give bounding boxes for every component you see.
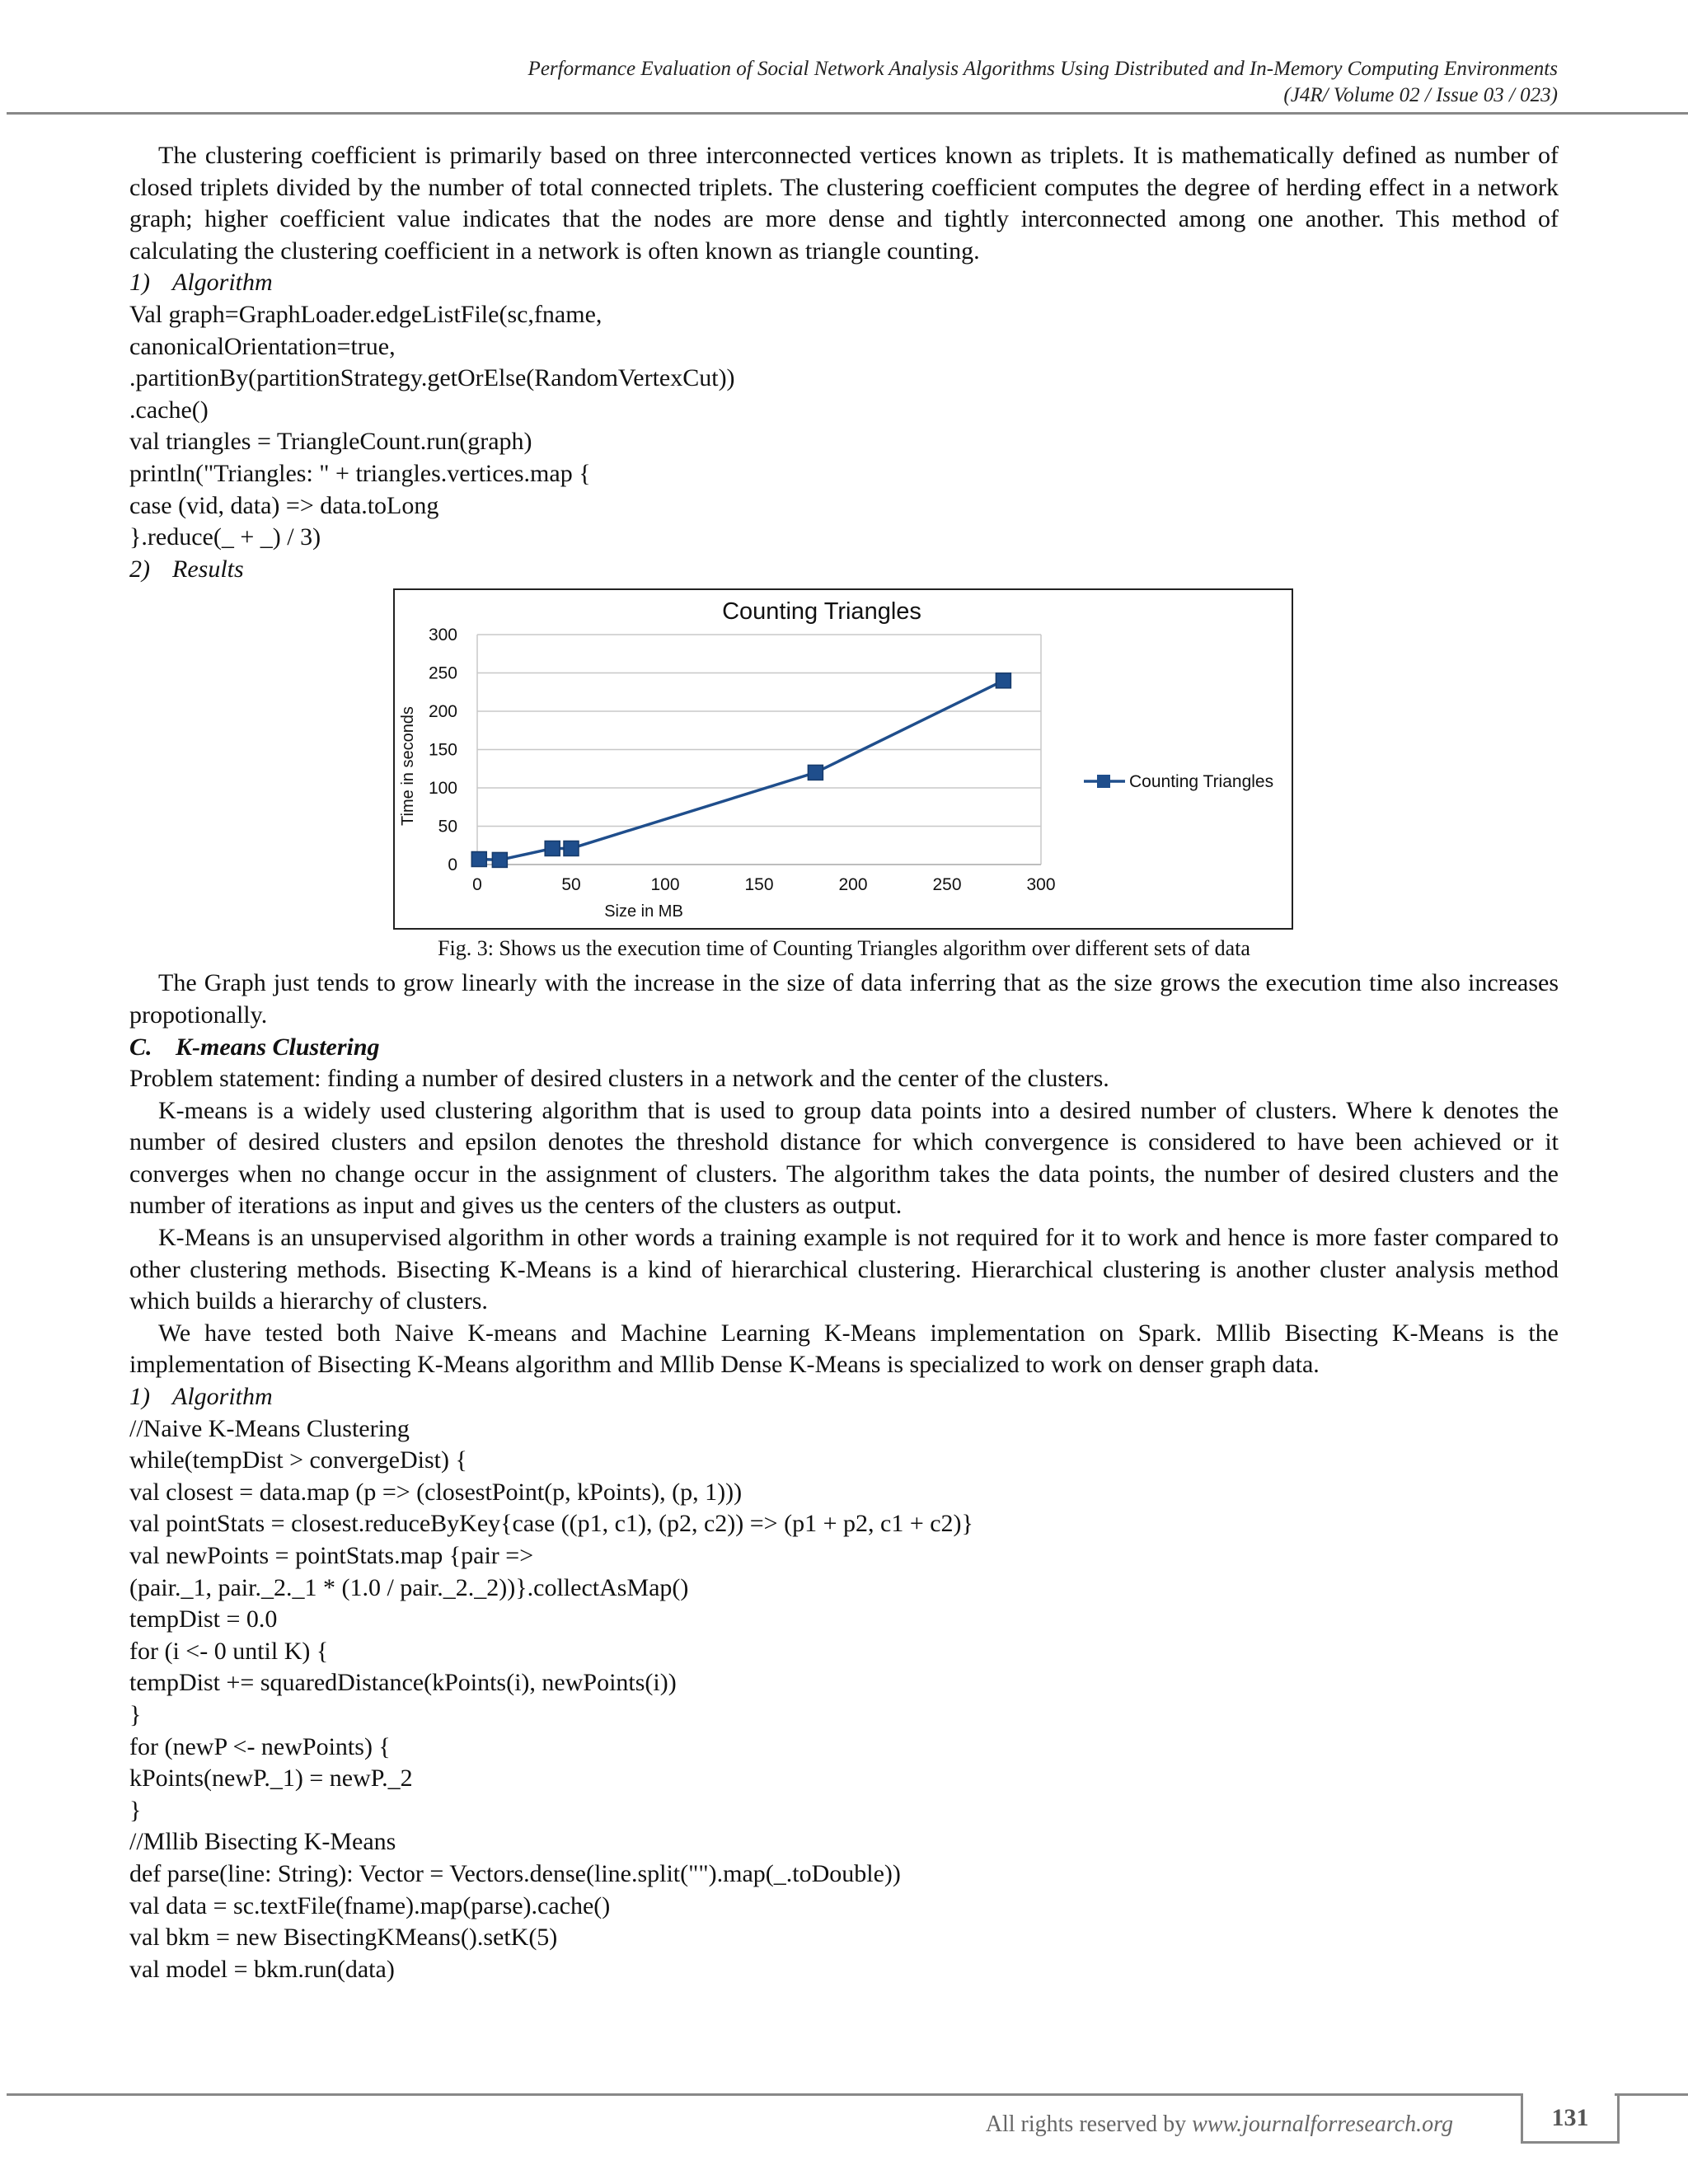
page-footer: [0, 2093, 1688, 2184]
code-line: kPoints(newP._1) = newP._2: [129, 1765, 413, 1793]
data-point-marker: [545, 841, 560, 856]
chart-series: [471, 673, 1010, 868]
code-line: val pointStats = closest.reduceByKey{case ((p1, c1), (p2, c2)) => (p1 + p2, c1 + c2)}: [129, 1510, 973, 1538]
counting-triangles-chart: [395, 590, 1291, 927]
y-tick-label: 250: [428, 663, 457, 683]
y-tick-label: 200: [428, 702, 457, 722]
chart-y-axis-label: Time in seconds: [399, 706, 417, 827]
chart-grid: [477, 635, 1041, 865]
chart-title: Counting Triangles: [722, 598, 921, 626]
code-line: for (i <- 0 until K) {: [129, 1637, 329, 1665]
page-content: [129, 140, 1559, 1985]
paragraph-clustering-coefficient: The clustering coefficient is primarily based on three interconnected vertices known as triplets. It is mathematically defined as number of closed triplets divided by the number of total connected triplets. The clustering coefficient computes the degree of herding effect in a network graph; higher coefficient value indicates that the nodes are more dense and tightly interconnected among one another. This method of calculating the clustering coefficient in a network is often known as triangle counting.: [129, 142, 1559, 265]
code-line: .cache(): [129, 396, 209, 424]
x-tick-label: 50: [561, 875, 581, 895]
subsection-number: 1): [129, 1383, 150, 1411]
header-rule: [7, 112, 1688, 115]
subsection-number: 2): [129, 555, 150, 583]
code-block-triangle-count: [129, 299, 1559, 554]
data-point-marker: [471, 852, 486, 867]
figure-caption: Fig. 3: Shows us the execution time of Counting Triangles algorithm over different sets of data: [438, 936, 1250, 961]
code-line: val triangles = TriangleCount.run(graph): [129, 428, 532, 456]
data-point-marker: [996, 673, 1010, 688]
paragraph-graph-growth: The Graph just tends to grow linearly with the increase in the size of data inferring that as the size grows the execution time also increases propotionally.: [129, 969, 1559, 1029]
footer-rights-prefix: All rights reserved by: [985, 2111, 1187, 2137]
code-line: //Mllib Bisecting K-Means: [129, 1828, 396, 1856]
x-tick-label: 0: [472, 875, 482, 895]
legend-marker: [1097, 775, 1110, 788]
subsection-title: Algorithm: [172, 269, 273, 297]
code-line: case (vid, data) => data.toLong: [129, 491, 439, 519]
x-tick-label: 250: [932, 875, 962, 895]
code-line: tempDist = 0.0: [129, 1605, 278, 1633]
paragraph-kmeans-unsupervised: K-Means is an unsupervised algorithm in other words a training example is not required for it to work and hence is more faster compared to other clustering methods. Bisecting K-Means is a kind of hierarchical clustering. Hierarchical clustering is another cluster analysis method which builds a hierarchy of clusters.: [129, 1224, 1559, 1315]
subsection-title: Algorithm: [172, 1383, 273, 1411]
code-line: val closest = data.map (p => (closestPoint(p, kPoints), (p, 1))): [129, 1478, 743, 1506]
code-line: def parse(line: String): Vector = Vectors.dense(line.split("").map(_.toDouble)): [129, 1859, 901, 1887]
code-line: val bkm = new BisectingKMeans().setK(5): [129, 1924, 558, 1952]
footer-site-link[interactable]: www.journalforresearch.org: [1192, 2111, 1453, 2137]
data-point-marker: [564, 841, 579, 856]
code-line: println("Triangles: " + triangles.vertices.map {: [129, 459, 591, 487]
code-line: tempDist += squaredDistance(kPoints(i), newPoints(i)): [129, 1669, 677, 1697]
y-tick-label: 50: [438, 817, 457, 837]
paragraph-kmeans-intro: K-means is a widely used clustering algorithm that is used to group data points into a desired number of clusters. Where k denotes the number of desired clusters and epsilon denotes the threshold distance for which convergence is considered to have been achieved or it converges when no change occur in the assignment of clusters. The algorithm takes the data points, the number of desired clusters and the number of iterations as input and gives us the centers of the clusters as output.: [129, 1096, 1559, 1220]
code-line: for (newP <- newPoints) {: [129, 1732, 391, 1760]
paragraph-problem-statement: Problem statement: finding a number of desired clusters in a network and the center of the clusters.: [129, 1065, 1109, 1093]
data-point-marker: [808, 766, 823, 780]
x-tick-label: 100: [650, 875, 680, 895]
section-heading-kmeans: [129, 1032, 1559, 1064]
code-line: }.reduce(_ + _) / 3): [129, 523, 321, 551]
footer-rule-right: [1615, 2093, 1688, 2096]
code-line: val data = sc.textFile(fname).map(parse).cache(): [129, 1891, 611, 1919]
y-tick-label: 300: [428, 626, 457, 645]
chart-legend: [1084, 772, 1273, 791]
figure-3: [129, 588, 1559, 968]
code-line: (pair._1, pair._2._1 * (1.0 / pair._2._2))}.collectAsMap(): [129, 1573, 689, 1601]
code-line: .partitionBy(partitionStrategy.getOrElse(RandomVertexCut)): [129, 364, 735, 392]
chart-frame: [393, 588, 1293, 930]
code-block-kmeans: [129, 1413, 1559, 1986]
header-issue: (J4R/ Volume 02 / Issue 03 / 023): [1283, 84, 1558, 106]
code-line: //Naive K-Means Clustering: [129, 1414, 410, 1442]
footer-rule: [7, 2093, 1523, 2096]
y-tick-label: 0: [448, 855, 457, 875]
code-line: }: [129, 1700, 142, 1728]
subsection-algorithm-kmeans: [129, 1381, 1559, 1413]
header-title: Performance Evaluation of Social Network Analysis Algorithms Using Distributed and In-Memory Computing Environments: [528, 58, 1558, 80]
code-line: while(tempDist > convergeDist) {: [129, 1446, 467, 1474]
x-tick-label: 200: [838, 875, 868, 895]
code-line: val newPoints = pointStats.map {pair =>: [129, 1542, 534, 1569]
section-number: C.: [129, 1033, 152, 1061]
footer-rights: [986, 2111, 1453, 2138]
chart-x-axis-label: Size in MB: [604, 902, 683, 921]
code-line: Val graph=GraphLoader.edgeListFile(sc,fname,: [129, 300, 603, 328]
x-tick-label: 300: [1026, 875, 1056, 895]
paragraph-kmeans-tested: We have tested both Naive K-means and Machine Learning K-Means implementation on Spark. Mllib Bisecting K-Means is the implementation of Bisecting K-Means algorithm and Mllib Dense K-Means is specialized to work on denser graph data.: [129, 1319, 1559, 1379]
code-line: val model = bkm.run(data): [129, 1955, 395, 1983]
subsection-title: Results: [172, 555, 244, 583]
subsection-algorithm: [129, 267, 1559, 299]
x-tick-label: 150: [744, 875, 774, 895]
y-tick-label: 100: [428, 779, 457, 799]
code-line: }: [129, 1796, 142, 1824]
legend-label: Counting Triangles: [1129, 772, 1274, 792]
subsection-results: [129, 554, 1559, 586]
code-line: canonicalOrientation=true,: [129, 332, 396, 360]
section-title: K-means Clustering: [176, 1033, 380, 1061]
data-point-marker: [492, 853, 507, 868]
page-number: 131: [1521, 2093, 1620, 2144]
subsection-number: 1): [129, 269, 150, 297]
series-line: [479, 681, 1003, 860]
y-tick-label: 150: [428, 740, 457, 760]
